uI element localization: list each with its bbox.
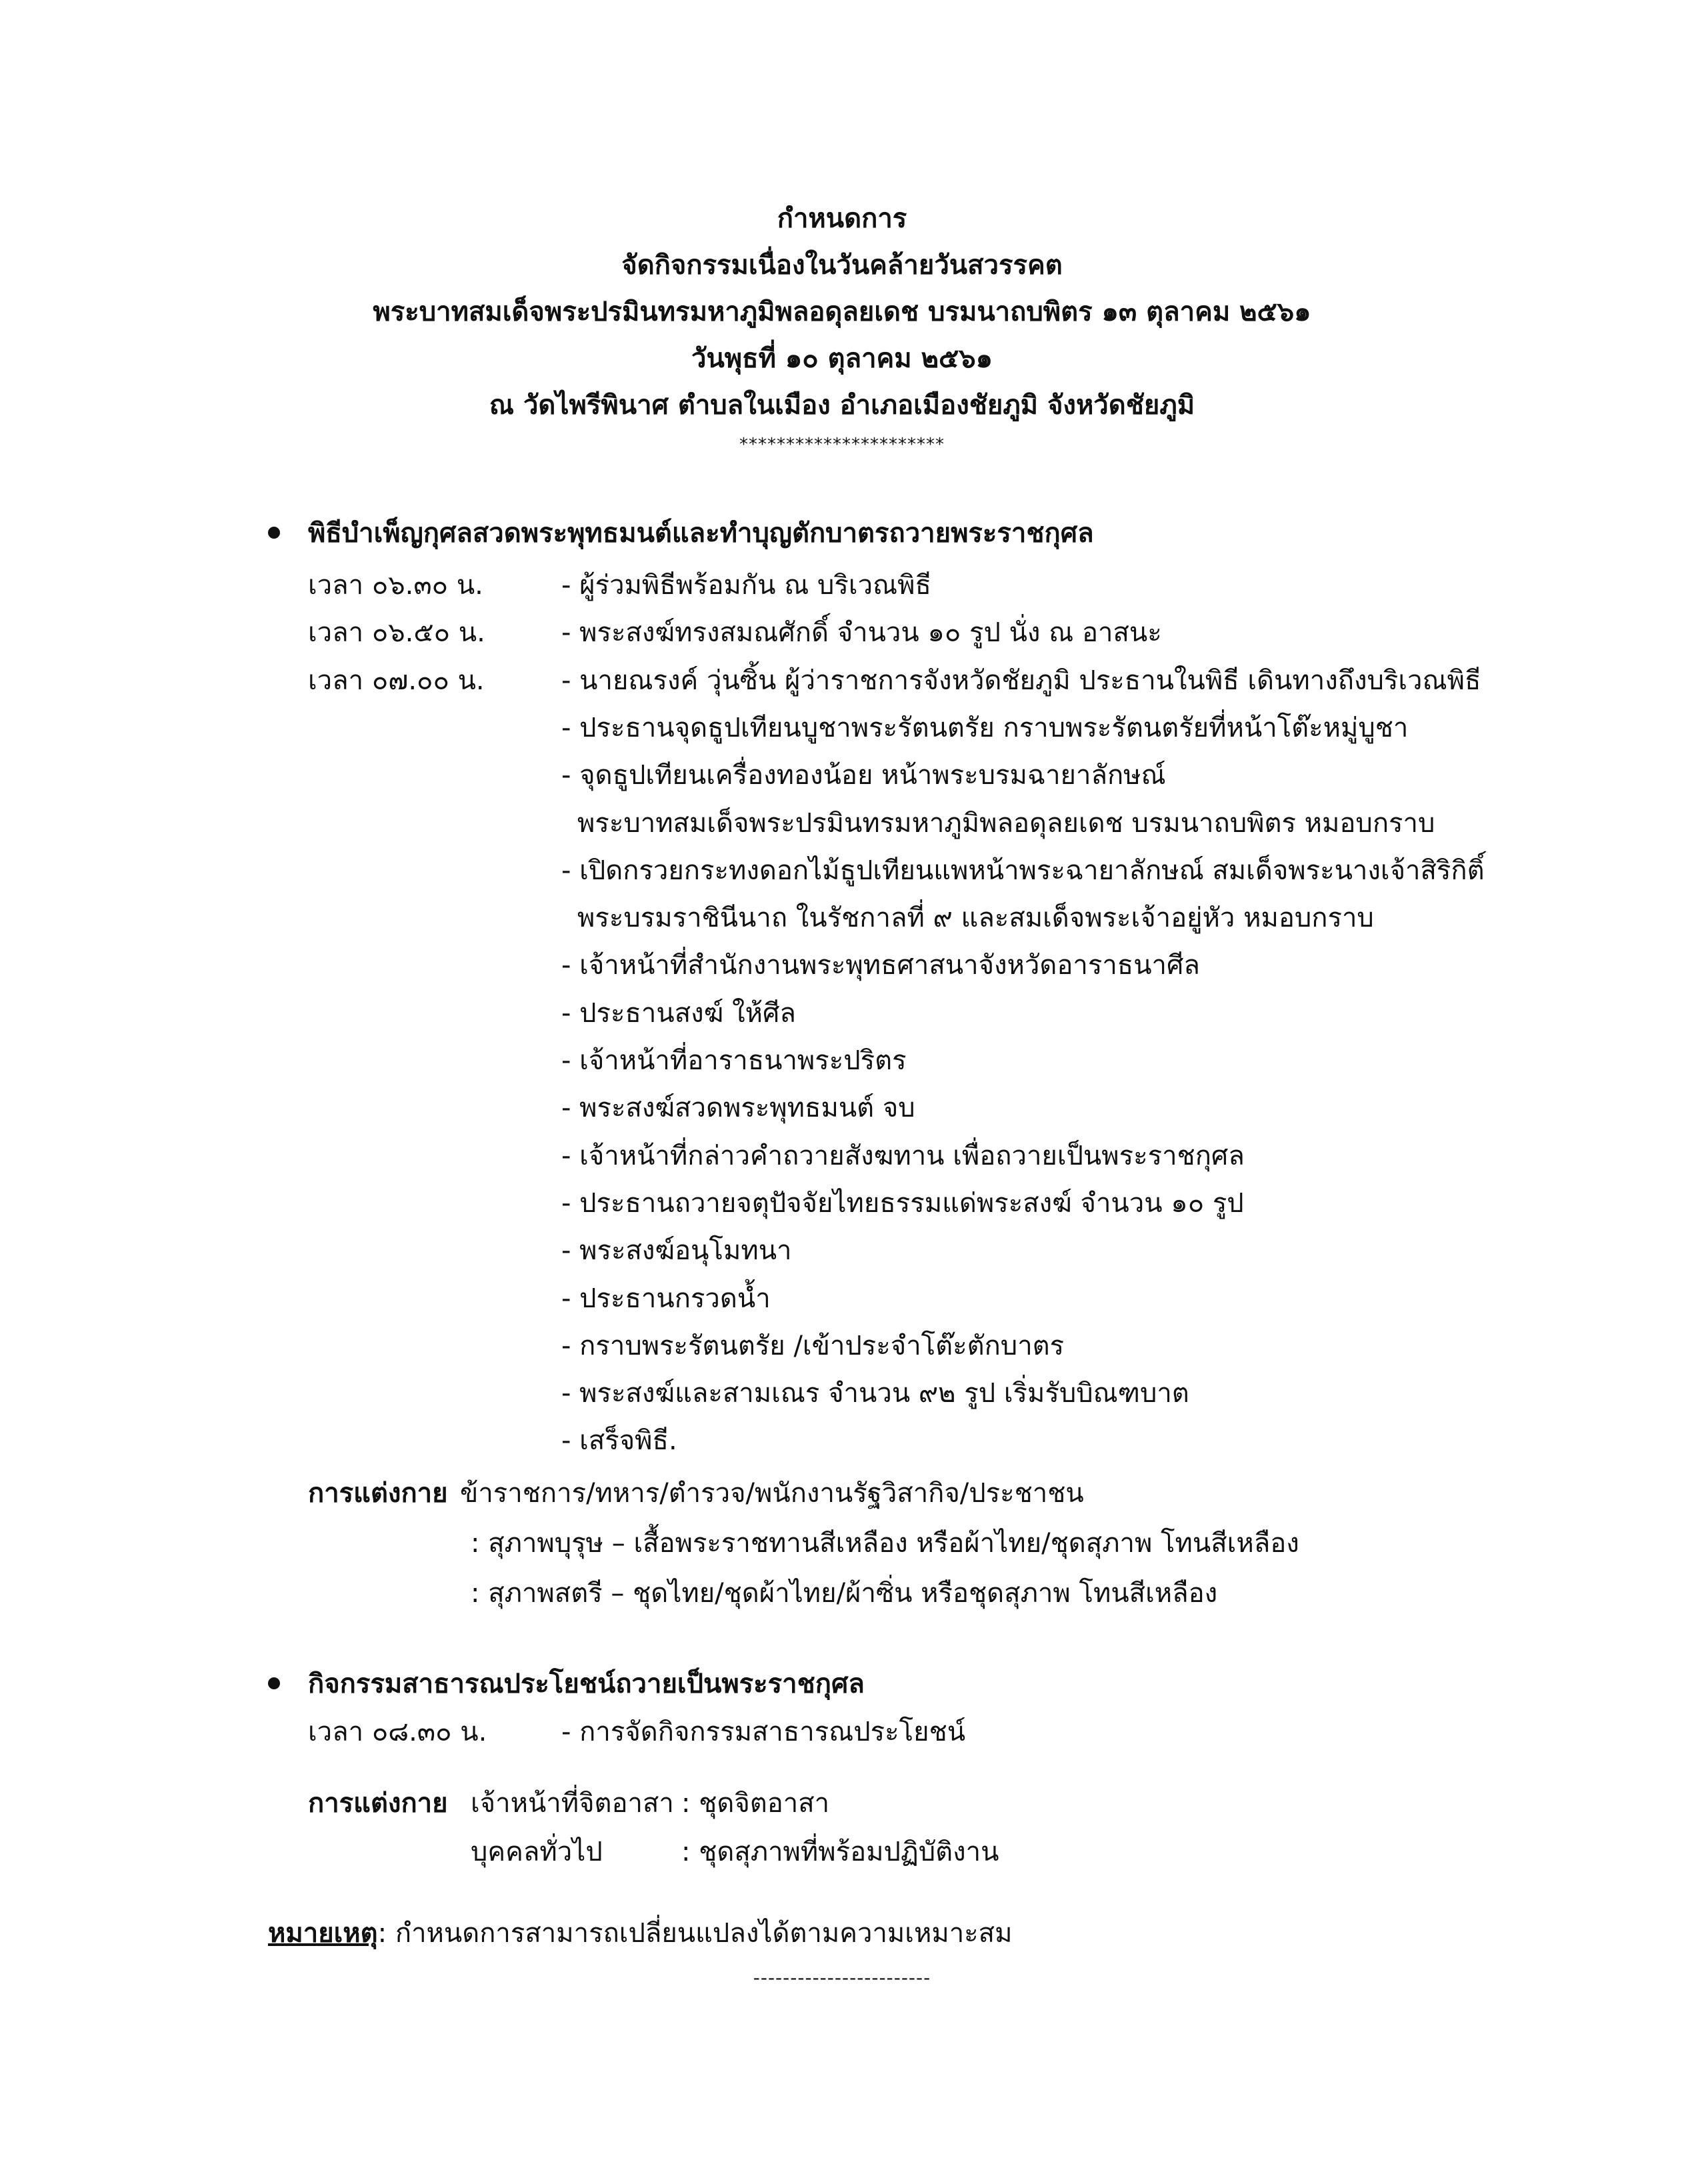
section2-dress-b-who: บุคคลทั่วไป <box>471 1837 603 1867</box>
section2-title: กิจกรรมสาธารณประโยชน์ถวายเป็นพระราชกุศล <box>308 1669 865 1699</box>
section1-title: พิธีบำเพ็ญกุศลสวดพระพุทธมนต์และทำบุญตักบาตรถวายพระราชกุศล <box>308 518 1094 549</box>
note-label: หมายเหตุ <box>268 1918 378 1949</box>
schedule-item: - พระสงฆ์อนุโมทนา <box>561 1235 792 1266</box>
section1-dress-line3: : สุภาพสตรี – ชุดไทย/ชุดผ้าไทย/ผ้าซิ่น หรือชุดสุภาพ โทนสีเหลือง <box>471 1578 1218 1609</box>
note-text: : กำหนดการสามารถเปลี่ยนแปลงได้ตามความเหมาะสม <box>377 1918 1013 1949</box>
star-divider: ********************** <box>739 435 945 455</box>
section1-dress-line1: ข้าราชการ/ทหาร/ตำรวจ/พนักงานรัฐวิสากิจ/ประชาชน <box>460 1478 1084 1509</box>
section2-dress-b-what: : ชุดสุภาพที่พร้อมปฏิบัติงาน <box>681 1837 999 1867</box>
doc-honoree: พระบาทสมเด็จพระปรมินทรมหาภูมิพลอดุลยเดช บรมนาถบพิตร ๑๓ ตุลาคม ๒๕๖๑ <box>373 297 1311 327</box>
section2-dress-label: การแต่งกาย <box>308 1788 448 1819</box>
schedule-item: พระบรมราชินีนาถ ในรัชกาลที่ ๙ และสมเด็จพระเจ้าอยู่หัว หมอบกราบ <box>577 903 1374 933</box>
section2-item: - การจัดกิจกรรมสาธารณประโยชน์ <box>561 1717 966 1747</box>
schedule-item: - ประธานสงฆ์ ให้ศีล <box>561 998 796 1029</box>
section1-dress-label: การแต่งกาย <box>308 1478 448 1509</box>
schedule-item: - เจ้าหน้าที่กล่าวคำถวายสังฆทาน เพื่อถวายเป็นพระราชกุศล <box>561 1141 1245 1171</box>
section2-dress-a-what: : ชุดจิตอาสา <box>681 1788 830 1819</box>
schedule-item: พระบาทสมเด็จพระปรมินทรมหาภูมิพลอดุลยเดช บรมนาถบพิตร หมอบกราบ <box>577 808 1435 839</box>
schedule-item: - พระสงฆ์ทรงสมณศักดิ์ จำนวน ๑๐ รูป นั่ง ณ อาสนะ <box>561 617 1162 648</box>
section1-dress-line2: : สุภาพบุรุษ – เสื้อพระราชทานสีเหลือง หรือผ้าไทย/ชุดสุภาพ โทนสีเหลือง <box>471 1528 1299 1559</box>
doc-venue: ณ วัดไพรีพินาศ ตำบลในเมือง อำเภอเมืองชัยภูมิ จังหวัดชัยภูมิ <box>489 390 1195 421</box>
schedule-item: - ประธานจุดธูปเทียนบูชาพระรัตนตรัย กราบพระรัตนตรัยที่หน้าโต๊ะหมู่บูชา <box>561 713 1409 743</box>
doc-title: กำหนดการ <box>777 203 907 234</box>
schedule-item: - กราบพระรัตนตรัย /เข้าประจำโต๊ะตักบาตร <box>561 1331 1065 1361</box>
schedule-item: - เจ้าหน้าที่อาราธนาพระปริตร <box>561 1045 907 1076</box>
doc-date: วันพุธที่ ๑๐ ตุลาคม ๒๕๖๑ <box>691 343 993 374</box>
schedule-item: - ประธานถวายจตุปัจจัยไทยธรรมแด่พระสงฆ์ จำนวน ๑๐ รูป <box>561 1188 1244 1219</box>
doc-subtitle: จัดกิจกรรมเนื่องในวันคล้ายวันสวรรคต <box>621 250 1063 281</box>
schedule-item: - พระสงฆ์และสามเณร จำนวน ๙๒ รูป เริ่มรับบิณฑบาต <box>561 1378 1189 1409</box>
schedule-time: เวลา ๐๖.๓๐ น. <box>308 570 483 601</box>
note-line <box>268 1920 1012 1947</box>
schedule-item: - เสร็จพิธี. <box>561 1425 677 1456</box>
schedule-item: - เปิดกรวยกระทงดอกไม้ธูปเทียนแพหน้าพระฉายาลักษณ์ สมเด็จพระนางเจ้าสิริกิติ์ <box>561 855 1485 886</box>
bullet-icon <box>268 527 280 539</box>
dash-divider: ------------------------ <box>753 1967 931 1989</box>
schedule-item: - เจ้าหน้าที่สำนักงานพระพุทธศาสนาจังหวัดอาราธนาศีล <box>561 950 1200 981</box>
schedule-item: - พระสงฆ์สวดพระพุทธมนต์ จบ <box>561 1093 915 1123</box>
section2-time: เวลา ๐๘.๓๐ น. <box>308 1717 487 1747</box>
schedule-item: - นายณรงค์ วุ่นซิ้น ผู้ว่าราชการจังหวัดชัยภูมิ ประธานในพิธี เดินทางถึงบริเวณพิธี <box>561 665 1481 696</box>
section2-dress-a-who: เจ้าหน้าที่จิตอาสา <box>471 1788 674 1819</box>
schedule-time: เวลา ๐๗.๐๐ น. <box>308 665 485 696</box>
schedule-time: เวลา ๐๖.๕๐ น. <box>308 617 485 648</box>
bullet-icon <box>268 1677 280 1689</box>
schedule-item: - ประธานกรวดน้ำ <box>561 1283 771 1314</box>
schedule-item: - ผู้ร่วมพิธีพร้อมกัน ณ บริเวณพิธี <box>561 570 931 601</box>
schedule-item: - จุดธูปเทียนเครื่องทองน้อย หน้าพระบรมฉายาลักษณ์ <box>561 760 1166 791</box>
